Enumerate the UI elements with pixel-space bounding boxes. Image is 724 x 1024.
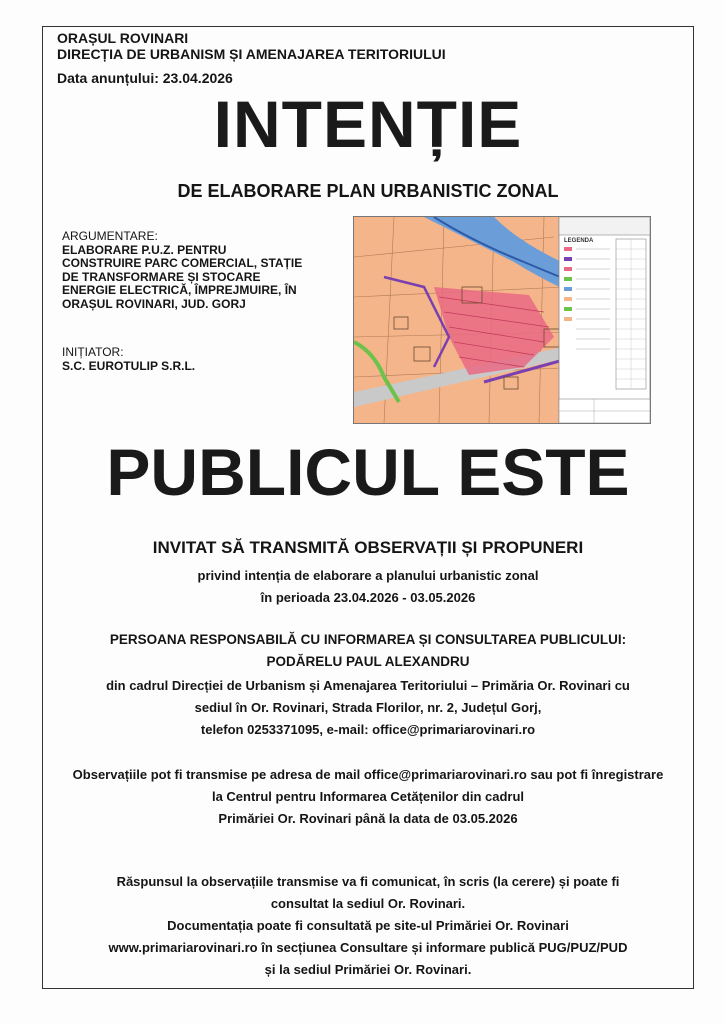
observations-line: Observațiile pot fi transmise pe adresa de mail office@primariarovinari.ro sau pot fi înregistrare [72,767,664,782]
argument-line: ELABORARE P.U.Z. PENTRU [62,242,227,257]
argument-label: ARGUMENTARE: [62,229,158,243]
argument-line: DE TRANSFORMARE ȘI STOCARE [62,269,261,284]
argument-line: ENERGIE ELECTRICĂ, ÎMPREJMUIRE, ÎN [62,283,297,297]
initiator-block [62,346,195,373]
responsible-name: PODĂRELU PAUL ALEXANDRU [266,654,470,669]
public-headline: PUBLICUL ESTE [106,435,630,509]
initiator-label: INIȚIATOR: [62,345,124,359]
city-name: ORAȘUL ROVINARI [57,30,189,46]
initiator-name: S.C. EUROTULIP S.R.L. [62,358,196,373]
department-name: DIRECȚIA DE URBANISM ȘI AMENAJAREA TERITORIULUI [57,46,446,62]
period-line: în perioada 23.04.2026 - 03.05.2026 [260,590,476,605]
argument-line: ORAȘUL ROVINARI, JUD. GORJ [62,296,246,311]
announcement-date: Data anunțului: 23.04.2026 [57,70,233,86]
response-line: Răspunsul la observațiile transmise va fi comunicat, în scris (la cerere) și poate fi [116,874,620,889]
regarding-line: privind intenția de elaborare a planului urbanistic zonal [197,568,539,583]
page-subtitle: DE ELABORARE PLAN URBANISTIC ZONAL [177,181,559,201]
responsible-line: sediul în Or. Rovinari, Strada Florilor, nr. 2, Județul Gorj, [194,700,542,715]
responsible-line: din cadrul Direcției de Urbanism și Amenajarea Teritoriului – Primăria Or. Rovinari cu [106,678,630,693]
argument-block [62,230,302,311]
observations-line: la Centrul pentru Informarea Cetățenilor din cadrul [211,789,525,804]
response-line: și la sediul Primăriei Or. Rovinari. [264,962,472,977]
observations-line: Primăriei Or. Rovinari până la data de 03.05.2026 [218,811,518,826]
responsible-contact: telefon 0253371095, e-mail: office@primariarovinari.ro [200,722,536,737]
response-line: Documentația poate fi consultată pe site-ul Primăriei Or. Rovinari [167,918,569,933]
puz-map-drawing [354,217,650,423]
invite-line: INVITAT SĂ TRANSMITĂ OBSERVAȚII ȘI PROPUNERI [152,538,584,557]
page-title: INTENȚIE [213,87,523,161]
map-legend-title: LEGENDA [564,238,594,244]
responsible-title: PERSOANA RESPONSABILĂ CU INFORMAREA ȘI CONSULTAREA PUBLICULUI: [109,632,627,647]
argument-line: CONSTRUIRE PARC COMERCIAL, STAȚIE [62,256,303,270]
puz-map-image [353,216,651,424]
response-line: www.primariarovinari.ro în secțiunea Consultare și informare publică PUG/PUZ/PUD [108,940,628,955]
response-line: consultat la sediul Or. Rovinari. [270,896,466,911]
